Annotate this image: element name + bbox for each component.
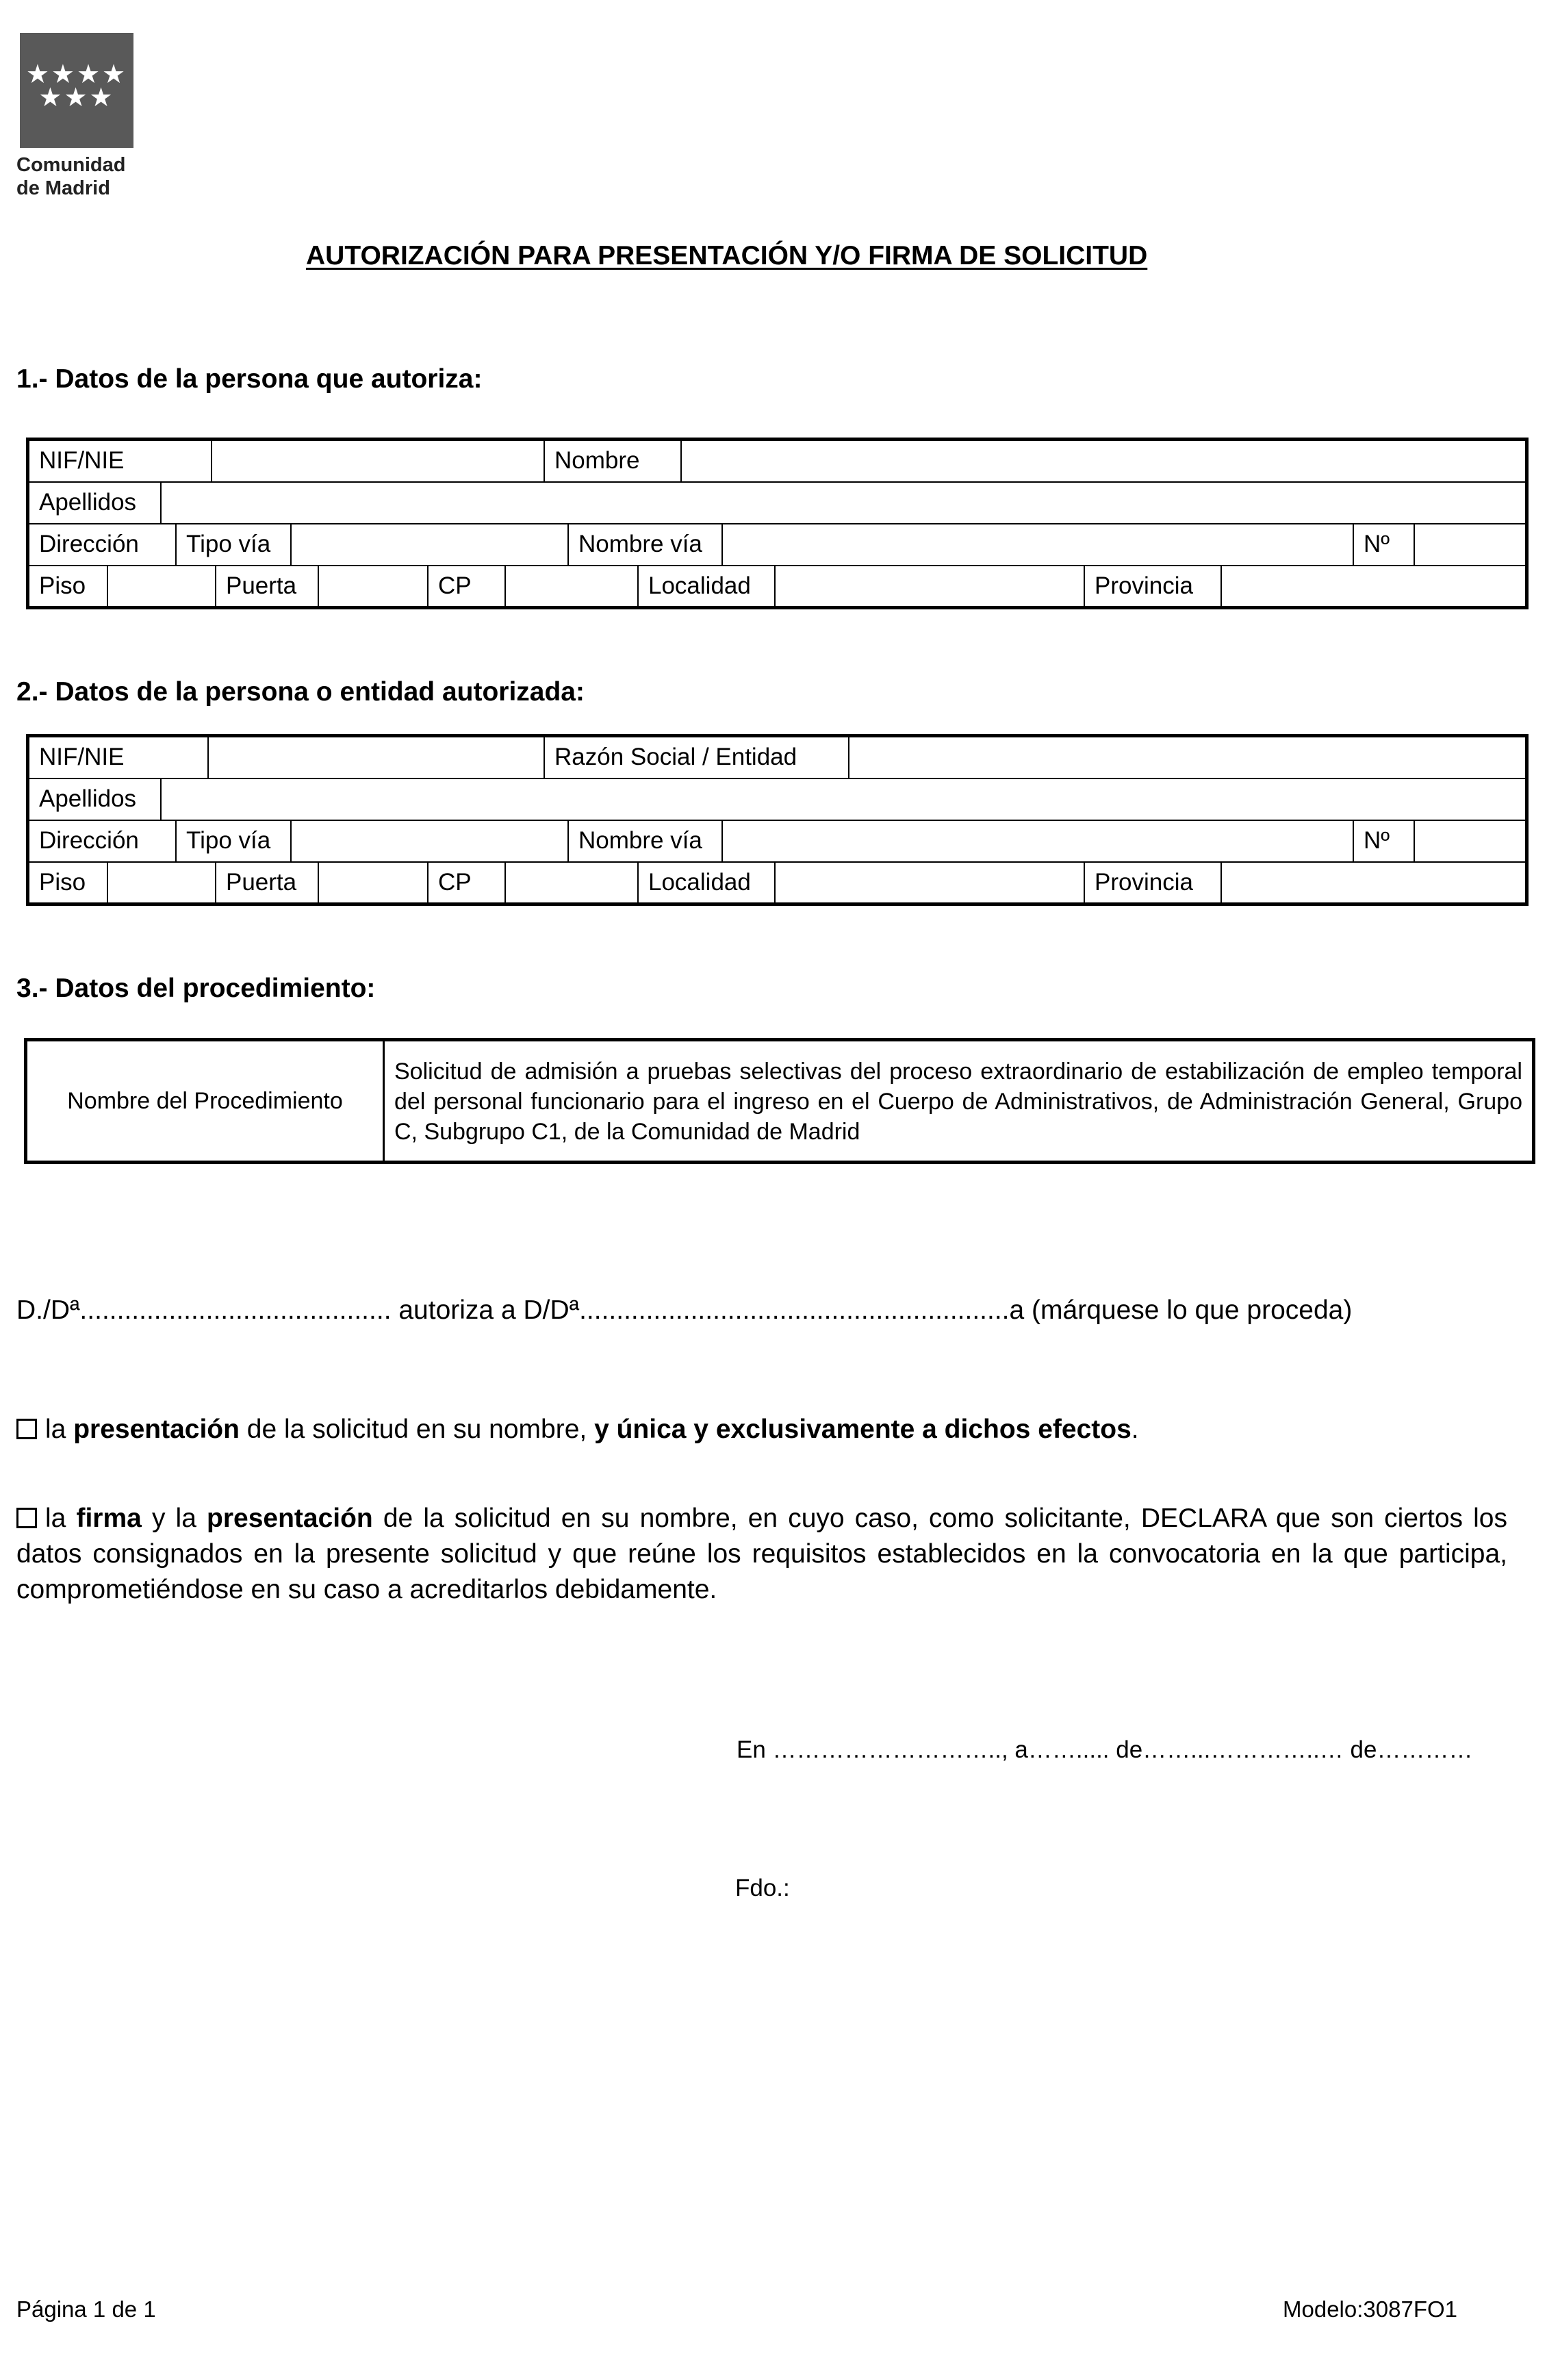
s1-localidad-label: Localidad xyxy=(639,566,776,606)
s1-provincia-field[interactable] xyxy=(1222,566,1525,606)
option1-text-e: . xyxy=(1131,1415,1139,1444)
s2-nombre-via-field[interactable] xyxy=(723,821,1354,861)
s1-tipo-via-label: Tipo vía xyxy=(177,524,292,565)
procedure-table xyxy=(24,1038,1535,1164)
s1-nombre-via-label: Nombre vía xyxy=(569,524,723,565)
logo-line1: Comunidad xyxy=(16,154,126,176)
s2-direccion-label: Dirección xyxy=(29,821,177,861)
s1-apellidos-field[interactable] xyxy=(162,483,1525,523)
section2-table xyxy=(26,734,1529,906)
s1-puerta-label: Puerta xyxy=(216,566,319,606)
s1-localidad-field[interactable] xyxy=(776,566,1085,606)
s2-provincia-field[interactable] xyxy=(1222,863,1525,902)
s1-apellidos-label: Apellidos xyxy=(29,483,162,523)
option2-text-a: la xyxy=(45,1504,77,1533)
logo-stars-top: ★★★★ xyxy=(25,60,128,89)
s1-piso-field[interactable] xyxy=(108,566,216,606)
s2-row-nif xyxy=(29,737,1525,779)
s2-tipo-via-label: Tipo vía xyxy=(177,821,292,861)
model-number: Modelo:3087FO1 xyxy=(1283,2296,1457,2322)
s1-provincia-label: Provincia xyxy=(1085,566,1222,606)
s2-row-apellidos xyxy=(29,779,1525,821)
s1-row-apellidos xyxy=(29,483,1525,524)
section3-title: 3.- Datos del procedimiento: xyxy=(16,974,376,1003)
logo-stars xyxy=(20,60,133,112)
s1-row-direccion xyxy=(29,524,1525,566)
procedure-value: Solicitud de admisión a pruebas selectivas del proceso extraordinario de estabilización de empleo temporal del personal funcionario para el ingreso en el Cuerpo de Administrativos, de Administración General, Grupo C, Subgrupo C1, de la Comunidad de Madrid xyxy=(394,1059,1522,1145)
s1-row-piso xyxy=(29,566,1525,606)
option-firma-presentacion xyxy=(16,1501,1507,1608)
option1-text-d: y única y exclusivamente a dichos efectos xyxy=(594,1415,1132,1444)
option1-text-c: de la solicitud en su nombre, xyxy=(239,1415,595,1444)
s1-row-nif xyxy=(29,441,1525,483)
s2-cp-field[interactable] xyxy=(506,863,639,902)
s1-puerta-field[interactable] xyxy=(319,566,429,606)
option2-text-c: y la xyxy=(141,1504,207,1533)
logo-text xyxy=(16,153,126,200)
procedure-label: Nombre del Procedimiento xyxy=(27,1041,385,1161)
s2-puerta-label: Puerta xyxy=(216,863,319,902)
s1-nombre-field[interactable] xyxy=(682,441,1525,481)
option2-text-e: de la solicitud en su nombre, en cuyo caso, como solicitante, DECLARA que son ciertos los datos consignados en la presente solicitud y que reúne los requisitos establecidos en la convocatoria en la que participa, comprometiéndose en su caso a acreditarlos debidamente. xyxy=(16,1504,1507,1604)
authorization-line: D./Dª.......................................... autoriza a D/Dª..........................................................a (márquese lo que proceda) xyxy=(16,1295,1353,1325)
s2-nombre-via-label: Nombre vía xyxy=(569,821,723,861)
page-number: Página 1 de 1 xyxy=(16,2296,156,2322)
s2-piso-field[interactable] xyxy=(108,863,216,902)
option2-text-d: presentación xyxy=(207,1504,373,1533)
s1-cp-field[interactable] xyxy=(506,566,639,606)
s2-apellidos-label: Apellidos xyxy=(29,779,162,820)
s1-nif-field[interactable] xyxy=(212,441,545,481)
s2-row-direccion xyxy=(29,821,1525,863)
s2-tipo-via-field[interactable] xyxy=(292,821,569,861)
option2-text-b: firma xyxy=(76,1504,142,1533)
s2-cp-label: CP xyxy=(429,863,506,902)
place-date-line: En ……………………….., a……..... de……...…………..… de………… xyxy=(737,1736,1473,1763)
s1-numero-field[interactable] xyxy=(1415,524,1525,565)
s1-tipo-via-field[interactable] xyxy=(292,524,569,565)
s2-numero-field[interactable] xyxy=(1415,821,1525,861)
s1-nombre-label: Nombre xyxy=(545,441,682,481)
option1-text-a: la xyxy=(45,1415,74,1444)
s1-numero-label: Nº xyxy=(1354,524,1415,565)
signed-label: Fdo.: xyxy=(735,1875,790,1901)
logo-line2: de Madrid xyxy=(16,177,110,199)
s2-provincia-label: Provincia xyxy=(1085,863,1222,902)
document-title: AUTORIZACIÓN PARA PRESENTACIÓN Y/O FIRMA DE SOLICITUD xyxy=(306,241,1148,270)
s2-puerta-field[interactable] xyxy=(319,863,429,902)
s1-direccion-label: Dirección xyxy=(29,524,177,565)
s1-nif-label: NIF/NIE xyxy=(29,441,212,481)
checkbox-firma-presentacion[interactable] xyxy=(16,1508,37,1528)
option1-text-b: presentación xyxy=(73,1415,240,1444)
s2-nif-label: NIF/NIE xyxy=(29,737,209,778)
section2-title: 2.- Datos de la persona o entidad autorizada: xyxy=(16,677,585,707)
s2-nif-field[interactable] xyxy=(209,737,545,778)
s2-razon-label: Razón Social / Entidad xyxy=(545,737,849,778)
section1-title: 1.- Datos de la persona que autoriza: xyxy=(16,364,483,394)
s2-apellidos-field[interactable] xyxy=(162,779,1525,820)
option-presentacion xyxy=(16,1412,1139,1447)
s1-cp-label: CP xyxy=(429,566,506,606)
section1-table xyxy=(26,438,1529,609)
s2-numero-label: Nº xyxy=(1354,821,1415,861)
s2-row-piso xyxy=(29,863,1525,902)
checkbox-presentacion[interactable] xyxy=(16,1419,37,1439)
s2-localidad-label: Localidad xyxy=(639,863,776,902)
s2-localidad-field[interactable] xyxy=(776,863,1085,902)
logo-stars-bottom: ★★★ xyxy=(38,84,115,112)
s2-razon-field[interactable] xyxy=(849,737,1525,778)
s1-piso-label: Piso xyxy=(29,566,108,606)
s2-piso-label: Piso xyxy=(29,863,108,902)
s1-nombre-via-field[interactable] xyxy=(723,524,1354,565)
